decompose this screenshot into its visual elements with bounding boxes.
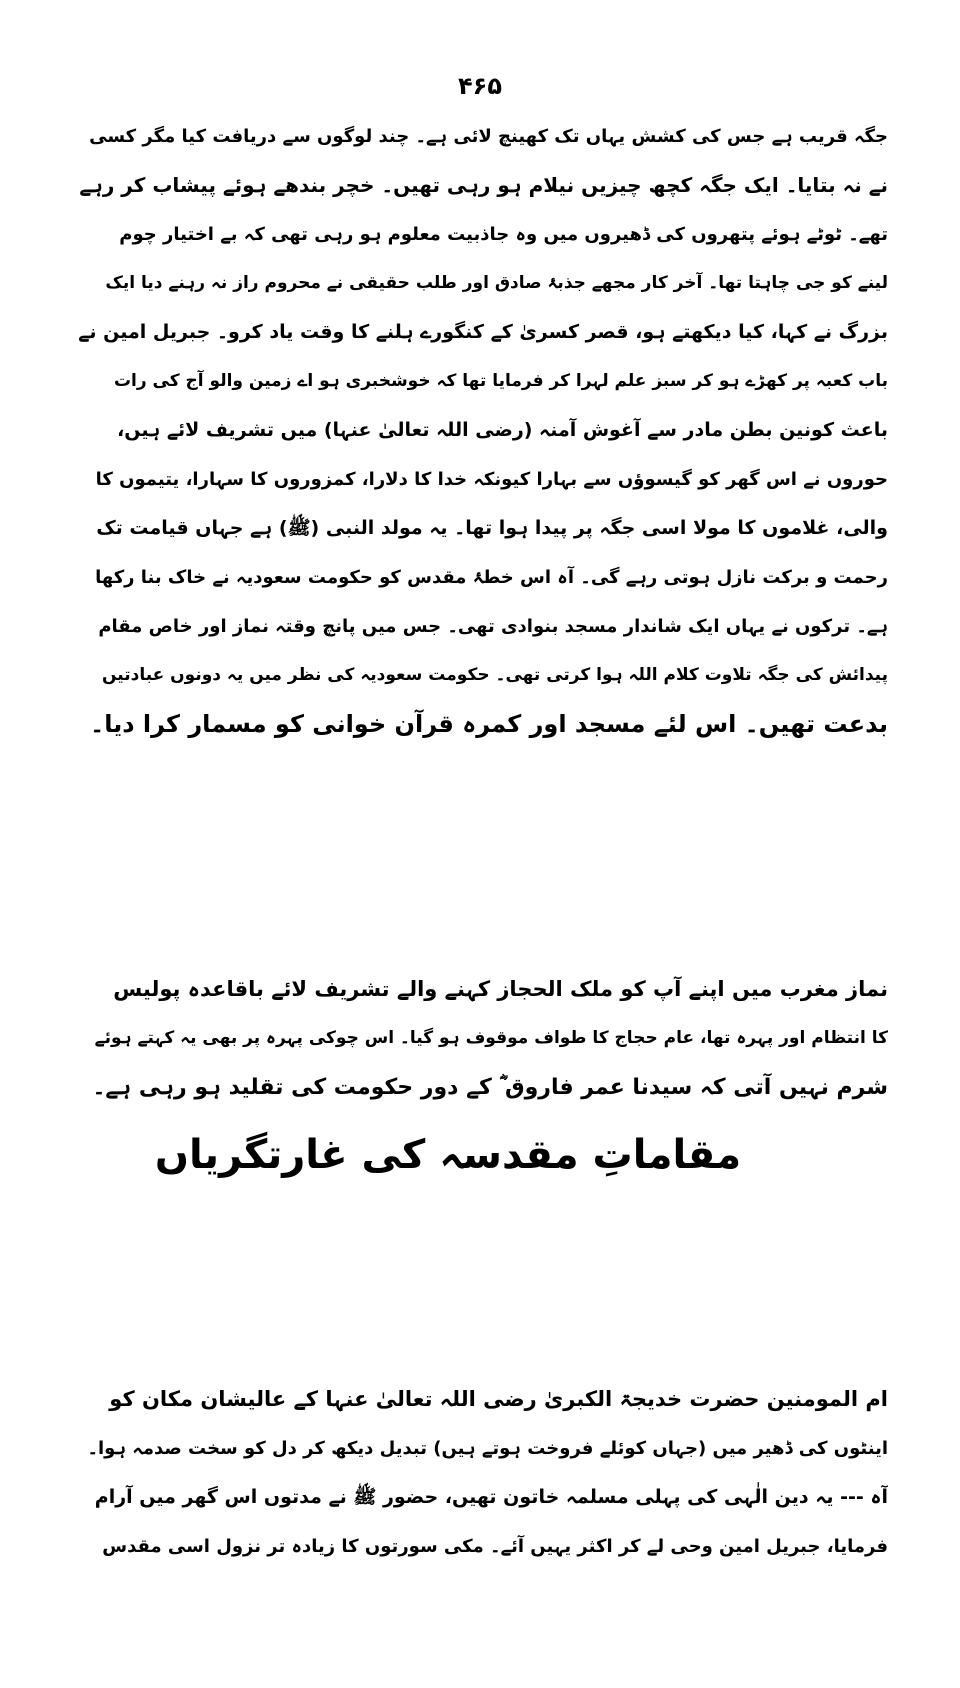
page-number: ۴۶۵: [458, 72, 502, 100]
text-line: رحمت و برکت نازل ہوتی رہے گی۔ آہ اس خطۂ مقدس کو حکومت سعودیہ نے خاک بنا رکھا: [95, 567, 888, 588]
text-line: فرمایا، جبریل امین وحی لے کر اکثر یہیں آئے۔ مکی سورتوں کا زیادہ تر نزول اسی مقدس: [102, 1536, 888, 1557]
text-line: ام المومنین حضرت خدیجۃ الکبریٰ رضی اللہ تعالیٰ عنہا کے عالیشان مکان کو: [109, 1387, 888, 1411]
text-line: تھے۔ ٹوٹے ہوئے پتھروں کی ڈھیروں میں وہ جاذبیت معلوم ہو رہی تھی کہ بے اختیار چوم: [119, 224, 888, 245]
paragraph-3: [78, 1375, 888, 1571]
text-line: اینٹوں کی ڈھیر میں (جہاں کوئلے فروخت ہوتے ہیں) تبدیل دیکھ کر دل کو سخت صدمہ ہوا۔: [87, 1438, 888, 1459]
text-line: شرم نہیں آتی کہ سیدنا عمر فاروق ؓ کے دور حکومت کی تقلید ہو رہی ہے۔: [92, 1075, 888, 1100]
text-line: لینے کو جی چاہتا تھا۔ آخر کار مجھے جذبۂ صادق اور طلب حقیقی نے محروم راز نہ رہنے دیا ایک: [105, 273, 888, 293]
text-line: حوروں نے اس گھر کو گیسوؤں سے بہارا کیونکہ خدا کا دلارا، کمزوروں کا سہارا، یتیموں کا: [95, 469, 888, 490]
text-line: نے نہ بتایا۔ ایک جگہ کچھ چیزیں نیلام ہو رہی تھیں۔ خچر بندھے ہوئے پیشاب کر رہے: [79, 173, 888, 197]
text-line: کا انتظام اور پہرہ تھا، عام حجاج کا طواف موقوف ہو گیا۔ اس چوکی پہرہ پر بھی یہ کہتے ہوئے: [94, 1028, 888, 1048]
text-line: جگہ قریب ہے جس کی کشش یہاں تک کھینچ لائی ہے۔ چند لوگوں سے دریافت کیا مگر کسی: [89, 126, 888, 147]
paragraph-2: [78, 965, 888, 1112]
text-line: ہے۔ ترکوں نے یہاں ایک شاندار مسجد بنوادی تھی۔ جس میں پانچ وقتہ نماز اور خاص مقام: [98, 616, 888, 637]
text-line: باب کعبہ پر کھڑے ہو کر سبز علم لہرا کر فرمایا تھا کہ خوشخبری ہو اے زمین والو آج کی رات: [113, 371, 888, 391]
text-line: آہ --- یہ دین الٰہی کی پہلی مسلمہ خاتون تھیں، حضور ﷺ نے مدتوں اس گھر میں آرام: [94, 1486, 888, 1508]
text-line: پیدائش کی جگہ تلاوت کلام اللہ ہوا کرتی تھی۔ حکومت سعودیہ کی نظر میں یہ دونوں عبادتیں: [101, 665, 888, 685]
text-line: والی، غلاموں کا مولا اسی جگہ پر پیدا ہوا تھا۔ یہ مولد النبی (ﷺ) ہے جہاں قیامت تک: [96, 517, 888, 539]
paragraph-1: [78, 112, 888, 749]
section-heading: مقاماتِ مقدسہ کی غارتگریاں: [154, 1132, 742, 1178]
text-line: بزرگ نے کہا، کیا دیکھتے ہو، قصر کسریٰ کے کنگورے ہلنے کا وقت یاد کرو۔ جبریل امین نے: [78, 321, 888, 343]
text-line: باعث کونین بطن مادر سے آغوش آمنہ (رضی اللہ تعالیٰ عنہا) میں تشریف لائے ہیں،: [117, 419, 888, 441]
text-line: بدعت تھیں۔ اس لئے مسجد اور کمرہ قرآن خوانی کو مسمار کرا دیا۔: [90, 710, 888, 738]
text-line: نماز مغرب میں اپنے آپ کو ملک الحجاز کہنے والے تشریف لائے باقاعدہ پولیس: [113, 977, 888, 1001]
